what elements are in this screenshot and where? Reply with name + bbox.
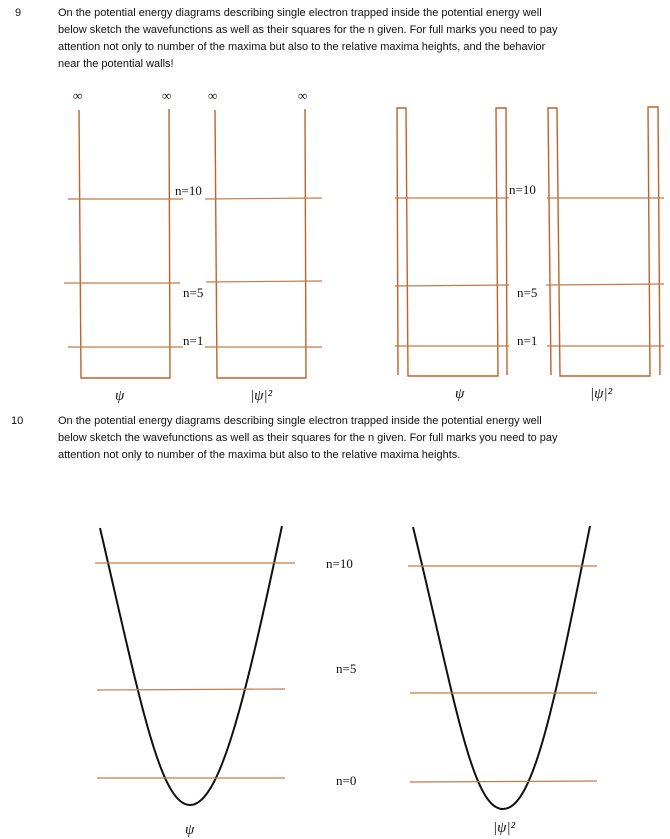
finite-well-psi [397,108,507,376]
level-label: n=10 [326,556,353,571]
psi-squared-label: |ψ|² [590,386,613,402]
text-line: below sketch the wavefunctions as well as their squares for the n given. For full marks you need to pay [58,432,558,444]
level-label: n=5 [336,661,357,676]
infinity-label: ∞ [298,88,308,103]
psi-squared-label: |ψ|² [493,820,516,836]
text-line: On the potential energy diagrams describing single electron trapped inside the potential energy well [58,415,542,427]
psi-label: ψ [115,388,125,404]
psi-label: ψ [455,386,465,402]
infinite-well-psi [79,109,170,378]
level-label: n=10 [175,183,202,198]
energy-level-n5 [97,689,285,690]
problem-10-number: 10 [11,415,24,427]
level-label: n=5 [517,285,538,300]
finite-well-psi-squared [548,107,660,376]
energy-level-n0 [410,781,597,782]
energy-level-n10 [205,198,322,199]
text-line: attention not only to number of the maxima but also to the relative maxima heights, and the behavior [58,41,546,53]
level-label: n=1 [183,333,204,348]
problem-9-number: 9 [15,7,22,19]
infinity-label: ∞ [162,88,172,103]
text-line: below sketch the wavefunctions as well as their squares for the n given. For full marks you need to pay [58,24,558,36]
level-label: n=1 [517,333,538,348]
energy-level-n5 [206,281,322,282]
level-label: n=5 [183,285,204,300]
infinity-label: ∞ [73,88,83,103]
level-label: n=0 [336,773,357,788]
infinite-well-diagram [64,88,322,404]
psi-label: ψ [185,822,195,838]
text-line: On the potential energy diagrams describing single electron trapped inside the potential energy well [58,7,542,19]
infinity-label: ∞ [208,88,218,103]
energy-level-n5 [546,284,664,285]
finite-well-diagram [395,107,664,402]
text-line: near the potential walls! [58,58,174,70]
psi-squared-label: |ψ|² [250,388,273,404]
infinite-well-psi-squared [215,109,306,378]
energy-level-n5 [395,285,509,286]
parabola-psi-squared [413,526,590,809]
parabola-psi [100,526,282,805]
text-line: attention not only to number of the maxima but also to the relative maxima heights. [58,449,461,461]
harmonic-well-diagram [95,526,597,838]
level-label: n=10 [509,182,536,197]
